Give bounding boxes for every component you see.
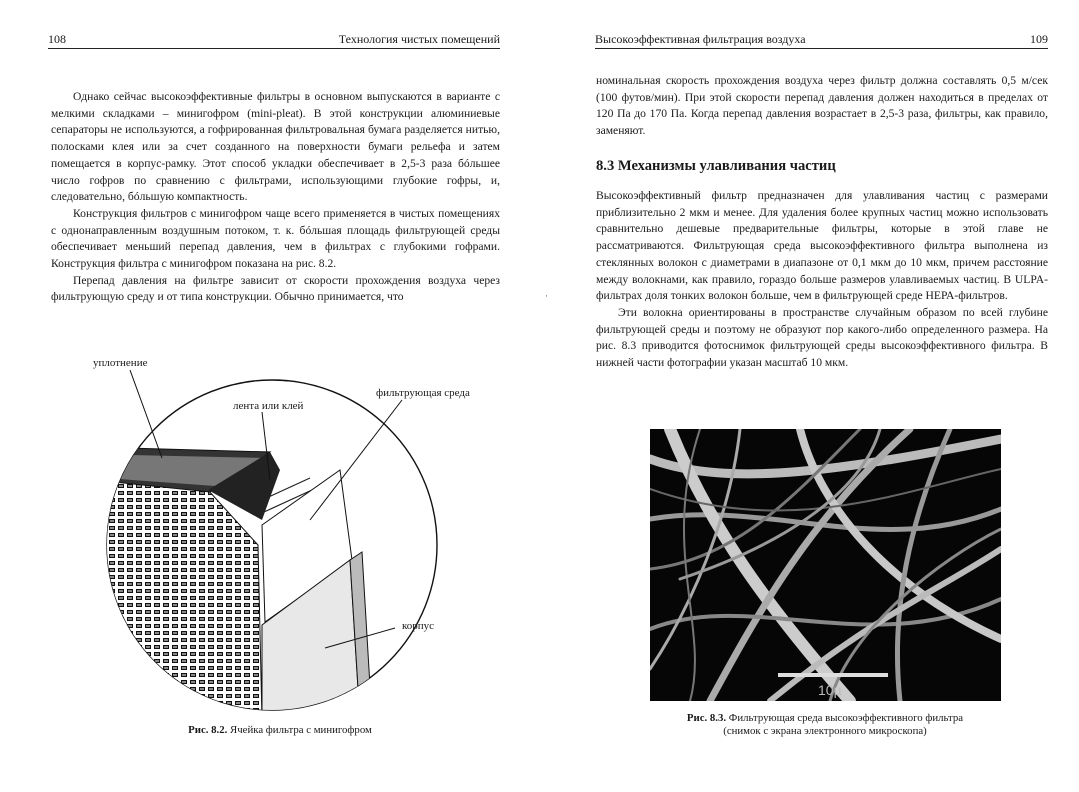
right-body-text xyxy=(596,188,1048,372)
figure-8-2-caption xyxy=(100,724,460,737)
fiber-image xyxy=(650,429,1001,701)
label-filter-media: фильтрующая среда xyxy=(376,387,470,399)
left-page-number: 108 xyxy=(48,32,66,46)
caption-line-2: (снимок с экрана электронного микроскопа) xyxy=(723,725,927,737)
figure-8-3-caption xyxy=(640,712,1010,738)
scale-label: 10µ xyxy=(818,682,842,698)
caption-prefix: Рис. 8.2. xyxy=(188,724,228,736)
caption-text: Ячейка фильтра с минигофром xyxy=(230,724,372,736)
figure-8-3-photo xyxy=(650,429,1001,701)
left-paragraph: Однако сейчас высокоэффективные фильтры в основном выпускаются в варианте с мелкими складками – минигофром (mini-pleat). В этой конструкции алюминиевые сепараторы не используются, а гофрированная фильтровальная бумага разделяется нитью, полосками клея или за счет созданного на поверхности бумаги рельефа и затем помещается в корпус-рамку. Этот способ укладки обеспечивает в 2,5-3 раза бóльшее число гофров по сравнению с фильтрами, использующими глубокие гофры, и, следовательно, бóльшую компактность. xyxy=(51,90,500,204)
right-paragraph: Высокоэффективный фильтр предназначен для улавливания частиц с размерами приблизительно 2 мкм и менее. Для удаления более крупных частиц можно использовать сравнительно дешевые предварительные фильтры, которые в этой главе не рассматриваются. Фильтрующая среда высокоэффективного фильтра выполнена из стеклянных волокон с диаметрами в диапазоне от 0,1 мкм до 10 мкм, причем расстояние между волокнами, как правило, гораздо больше размеров улавливаемых частиц. В ULPA-фильтрах доля тонких волокон больше, чем в фильтрующей среде НЕРА-фильтров. xyxy=(596,189,1048,303)
left-paragraph: Конструкция фильтров с минигофром чаще всего применяется в чистых помещениях с однонаправленным воздушным потоком, т. к. бóльшая площадь фильтрующей среды обеспечивает меньший перепад давления, чем в фильтрах с глубокими гофрами. Конструкция фильтра с минигофром показана на рис. 8.2. xyxy=(51,206,500,271)
caption-text: Фильтрующая среда высокоэффективного фильтра xyxy=(728,712,964,724)
caption-prefix: Рис. 8.3. xyxy=(686,712,727,724)
right-paragraph: номинальная скорость прохождения воздуха через фильтр должна составлять 0,5 м/сек (100 футов/мин). При этой скорости перепад давления должен находиться в пределах от 120 Па до 170 Па. Когда перепад давления возрастает в 2,5-3 раза, фильтры, как правило, заменяют. xyxy=(596,74,1048,138)
right-running-title: Высокоэффективная фильтрация воздуха xyxy=(595,32,806,46)
right-page-number: 109 xyxy=(1030,32,1048,46)
label-tape-or-glue: лента или клей xyxy=(233,400,304,412)
right-page xyxy=(540,0,1079,792)
left-paragraph: Перепад давления на фильтре зависит от скорости прохождения воздуха через фильтрующую среду и от типа конструкции. Обычно принимается, что xyxy=(51,273,500,304)
label-seal: уплотнение xyxy=(93,357,148,369)
gutter-mark: · xyxy=(545,291,548,301)
right-paragraph: Эти волокна ориентированы в пространстве случайным образом по всей глубине фильтрующей среды и поэтому не образуют пор какого-либо определенного размера. На рис. 8.3 приводится фотоснимок фильтрующей среды высокоэффективного фильтра. В нижней части фотографии указан масштаб 10 мкм. xyxy=(596,305,1048,370)
section-heading: 8.3 Механизмы улавливания частиц xyxy=(596,158,836,174)
left-running-title: Технология чистых помещений xyxy=(338,32,500,46)
right-running-header xyxy=(595,30,1048,49)
label-housing: корпус xyxy=(402,620,435,632)
caption-line-1 xyxy=(640,712,1010,725)
right-intro-text xyxy=(596,73,1048,140)
